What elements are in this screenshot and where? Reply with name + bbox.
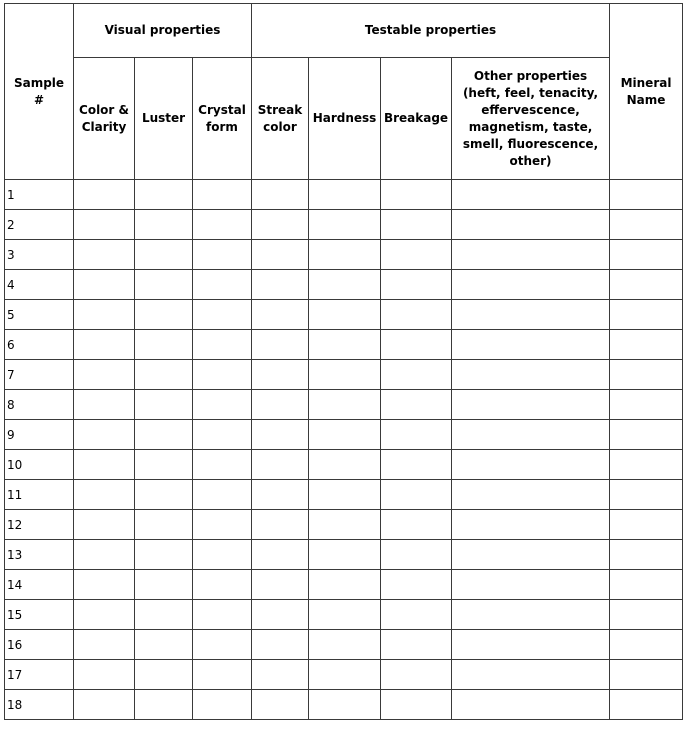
color-clarity-cell[interactable] xyxy=(74,390,135,420)
mineral-name-cell[interactable] xyxy=(610,660,683,690)
color-clarity-cell[interactable] xyxy=(74,330,135,360)
crystal-form-header: Crystal form xyxy=(193,58,252,180)
mineral-name-cell[interactable] xyxy=(610,420,683,450)
luster-cell[interactable] xyxy=(135,630,193,660)
sample-number-cell: 17 xyxy=(5,660,74,690)
table-row xyxy=(5,660,683,690)
header-sub-row xyxy=(5,58,683,180)
other-properties-cell[interactable] xyxy=(452,240,610,270)
breakage-cell[interactable] xyxy=(381,300,452,330)
table-row xyxy=(5,390,683,420)
other-properties-cell[interactable] xyxy=(452,330,610,360)
breakage-cell[interactable] xyxy=(381,270,452,300)
crystal-form-cell[interactable] xyxy=(193,510,252,540)
streak-color-cell[interactable] xyxy=(252,210,309,240)
hardness-header: Hardness xyxy=(309,58,381,180)
streak-color-cell[interactable] xyxy=(252,360,309,390)
luster-cell[interactable] xyxy=(135,270,193,300)
table-row xyxy=(5,180,683,210)
streak-color-cell[interactable] xyxy=(252,540,309,570)
crystal-form-cell[interactable] xyxy=(193,660,252,690)
breakage-cell[interactable] xyxy=(381,630,452,660)
luster-cell[interactable] xyxy=(135,180,193,210)
mineral-name-cell[interactable] xyxy=(610,180,683,210)
breakage-cell[interactable] xyxy=(381,660,452,690)
sample-number-cell: 12 xyxy=(5,510,74,540)
streak-color-cell[interactable] xyxy=(252,300,309,330)
streak-color-cell[interactable] xyxy=(252,270,309,300)
sample-number-cell: 6 xyxy=(5,330,74,360)
luster-cell[interactable] xyxy=(135,360,193,390)
color-clarity-cell[interactable] xyxy=(74,600,135,630)
luster-cell[interactable] xyxy=(135,300,193,330)
other-properties-cell[interactable] xyxy=(452,570,610,600)
hardness-cell[interactable] xyxy=(309,570,381,600)
color-clarity-cell[interactable] xyxy=(74,300,135,330)
crystal-form-cell[interactable] xyxy=(193,630,252,660)
crystal-form-cell[interactable] xyxy=(193,540,252,570)
other-properties-cell[interactable] xyxy=(452,510,610,540)
breakage-cell[interactable] xyxy=(381,690,452,720)
other-properties-cell[interactable] xyxy=(452,210,610,240)
luster-cell[interactable] xyxy=(135,690,193,720)
sample-number-cell: 4 xyxy=(5,270,74,300)
color-clarity-cell[interactable] xyxy=(74,450,135,480)
breakage-cell[interactable] xyxy=(381,390,452,420)
sample-number-cell: 5 xyxy=(5,300,74,330)
color-clarity-cell[interactable] xyxy=(74,210,135,240)
breakage-cell[interactable] xyxy=(381,180,452,210)
table-row xyxy=(5,270,683,300)
streak-color-cell[interactable] xyxy=(252,240,309,270)
mineral-name-cell[interactable] xyxy=(610,390,683,420)
streak-color-cell[interactable] xyxy=(252,510,309,540)
other-properties-cell[interactable] xyxy=(452,480,610,510)
color-clarity-cell[interactable] xyxy=(74,360,135,390)
color-clarity-cell[interactable] xyxy=(74,270,135,300)
sample-number-cell: 11 xyxy=(5,480,74,510)
color-clarity-cell[interactable] xyxy=(74,180,135,210)
sample-number-cell: 10 xyxy=(5,450,74,480)
table-row xyxy=(5,570,683,600)
mineral-name-cell[interactable] xyxy=(610,450,683,480)
mineral-name-cell[interactable] xyxy=(610,480,683,510)
mineral-name-header: Mineral Name xyxy=(610,4,683,180)
hardness-cell[interactable] xyxy=(309,240,381,270)
color-clarity-cell[interactable] xyxy=(74,690,135,720)
breakage-cell[interactable] xyxy=(381,570,452,600)
mineral-name-cell[interactable] xyxy=(610,600,683,630)
streak-color-cell[interactable] xyxy=(252,690,309,720)
color-clarity-cell[interactable] xyxy=(74,630,135,660)
other-properties-cell[interactable] xyxy=(452,660,610,690)
table-row xyxy=(5,240,683,270)
color-clarity-cell[interactable] xyxy=(74,570,135,600)
crystal-form-cell[interactable] xyxy=(193,690,252,720)
other-properties-cell[interactable] xyxy=(452,450,610,480)
breakage-cell[interactable] xyxy=(381,210,452,240)
hardness-cell[interactable] xyxy=(309,660,381,690)
sample-number-header: Sample # xyxy=(5,4,74,180)
other-properties-cell[interactable] xyxy=(452,630,610,660)
luster-cell[interactable] xyxy=(135,480,193,510)
color-clarity-cell[interactable] xyxy=(74,540,135,570)
table-row xyxy=(5,480,683,510)
hardness-cell[interactable] xyxy=(309,420,381,450)
luster-cell[interactable] xyxy=(135,570,193,600)
crystal-form-cell[interactable] xyxy=(193,210,252,240)
crystal-form-cell[interactable] xyxy=(193,180,252,210)
streak-color-cell[interactable] xyxy=(252,570,309,600)
table-row xyxy=(5,210,683,240)
crystal-form-cell[interactable] xyxy=(193,480,252,510)
mineral-name-cell[interactable] xyxy=(610,240,683,270)
table-row xyxy=(5,300,683,330)
sample-number-cell: 8 xyxy=(5,390,74,420)
streak-color-cell[interactable] xyxy=(252,330,309,360)
mineral-name-cell[interactable] xyxy=(610,210,683,240)
table-row xyxy=(5,540,683,570)
table-row xyxy=(5,600,683,630)
other-properties-header: Other properties (heft, feel, tenacity, effervescence, magnetism, taste, smell, fluorescence, other) xyxy=(452,58,610,180)
other-properties-cell[interactable] xyxy=(452,540,610,570)
crystal-form-cell[interactable] xyxy=(193,450,252,480)
sample-number-cell: 13 xyxy=(5,540,74,570)
other-properties-cell[interactable] xyxy=(452,180,610,210)
sample-number-cell: 18 xyxy=(5,690,74,720)
color-clarity-cell[interactable] xyxy=(74,420,135,450)
breakage-cell[interactable] xyxy=(381,540,452,570)
breakage-header: Breakage xyxy=(381,58,452,180)
table-row xyxy=(5,450,683,480)
other-properties-cell[interactable] xyxy=(452,390,610,420)
luster-cell[interactable] xyxy=(135,600,193,630)
hardness-cell[interactable] xyxy=(309,270,381,300)
color-clarity-cell[interactable] xyxy=(74,240,135,270)
crystal-form-cell[interactable] xyxy=(193,600,252,630)
hardness-cell[interactable] xyxy=(309,330,381,360)
luster-header: Luster xyxy=(135,58,193,180)
hardness-cell[interactable] xyxy=(309,630,381,660)
sample-number-cell: 7 xyxy=(5,360,74,390)
streak-color-cell[interactable] xyxy=(252,630,309,660)
crystal-form-cell[interactable] xyxy=(193,570,252,600)
luster-cell[interactable] xyxy=(135,450,193,480)
table-row xyxy=(5,690,683,720)
breakage-cell[interactable] xyxy=(381,240,452,270)
hardness-cell[interactable] xyxy=(309,540,381,570)
streak-color-cell[interactable] xyxy=(252,420,309,450)
color-clarity-cell[interactable] xyxy=(74,660,135,690)
streak-color-cell[interactable] xyxy=(252,450,309,480)
header-group-row xyxy=(5,4,683,58)
crystal-form-cell[interactable] xyxy=(193,300,252,330)
color-clarity-header: Color & Clarity xyxy=(74,58,135,180)
luster-cell[interactable] xyxy=(135,510,193,540)
sample-number-cell: 3 xyxy=(5,240,74,270)
crystal-form-cell[interactable] xyxy=(193,270,252,300)
luster-cell[interactable] xyxy=(135,540,193,570)
mineral-name-cell[interactable] xyxy=(610,360,683,390)
crystal-form-cell[interactable] xyxy=(193,240,252,270)
breakage-cell[interactable] xyxy=(381,480,452,510)
breakage-cell[interactable] xyxy=(381,330,452,360)
mineral-name-cell[interactable] xyxy=(610,540,683,570)
hardness-cell[interactable] xyxy=(309,300,381,330)
crystal-form-cell[interactable] xyxy=(193,390,252,420)
other-properties-cell[interactable] xyxy=(452,420,610,450)
mineral-identification-table xyxy=(4,3,683,720)
hardness-cell[interactable] xyxy=(309,450,381,480)
table-row xyxy=(5,630,683,660)
mineral-name-cell[interactable] xyxy=(610,510,683,540)
hardness-cell[interactable] xyxy=(309,510,381,540)
hardness-cell[interactable] xyxy=(309,360,381,390)
mineral-name-cell[interactable] xyxy=(610,570,683,600)
luster-cell[interactable] xyxy=(135,390,193,420)
mineral-name-cell[interactable] xyxy=(610,270,683,300)
other-properties-cell[interactable] xyxy=(452,360,610,390)
other-properties-cell[interactable] xyxy=(452,300,610,330)
mineral-name-cell[interactable] xyxy=(610,630,683,660)
hardness-cell[interactable] xyxy=(309,690,381,720)
crystal-form-cell[interactable] xyxy=(193,330,252,360)
breakage-cell[interactable] xyxy=(381,420,452,450)
other-properties-cell[interactable] xyxy=(452,600,610,630)
streak-color-cell[interactable] xyxy=(252,660,309,690)
mineral-name-cell[interactable] xyxy=(610,300,683,330)
streak-color-header: Streak color xyxy=(252,58,309,180)
testable-properties-header: Testable properties xyxy=(252,4,610,58)
sample-number-cell: 16 xyxy=(5,630,74,660)
streak-color-cell[interactable] xyxy=(252,480,309,510)
table-row xyxy=(5,330,683,360)
hardness-cell[interactable] xyxy=(309,180,381,210)
breakage-cell[interactable] xyxy=(381,450,452,480)
luster-cell[interactable] xyxy=(135,330,193,360)
other-properties-cell[interactable] xyxy=(452,270,610,300)
luster-cell[interactable] xyxy=(135,240,193,270)
color-clarity-cell[interactable] xyxy=(74,480,135,510)
streak-color-cell[interactable] xyxy=(252,600,309,630)
streak-color-cell[interactable] xyxy=(252,390,309,420)
table-body xyxy=(5,180,683,720)
sample-number-cell: 14 xyxy=(5,570,74,600)
sample-number-cell: 15 xyxy=(5,600,74,630)
table-row xyxy=(5,510,683,540)
sample-number-cell: 1 xyxy=(5,180,74,210)
sample-number-cell: 2 xyxy=(5,210,74,240)
hardness-cell[interactable] xyxy=(309,600,381,630)
visual-properties-header: Visual properties xyxy=(74,4,252,58)
mineral-name-cell[interactable] xyxy=(610,690,683,720)
crystal-form-cell[interactable] xyxy=(193,420,252,450)
hardness-cell[interactable] xyxy=(309,210,381,240)
mineral-name-cell[interactable] xyxy=(610,330,683,360)
other-properties-cell[interactable] xyxy=(452,690,610,720)
luster-cell[interactable] xyxy=(135,420,193,450)
breakage-cell[interactable] xyxy=(381,600,452,630)
table-row xyxy=(5,360,683,390)
luster-cell[interactable] xyxy=(135,210,193,240)
hardness-cell[interactable] xyxy=(309,390,381,420)
streak-color-cell[interactable] xyxy=(252,180,309,210)
crystal-form-cell[interactable] xyxy=(193,360,252,390)
hardness-cell[interactable] xyxy=(309,480,381,510)
breakage-cell[interactable] xyxy=(381,510,452,540)
color-clarity-cell[interactable] xyxy=(74,510,135,540)
breakage-cell[interactable] xyxy=(381,360,452,390)
sample-number-cell: 9 xyxy=(5,420,74,450)
luster-cell[interactable] xyxy=(135,660,193,690)
table-row xyxy=(5,420,683,450)
